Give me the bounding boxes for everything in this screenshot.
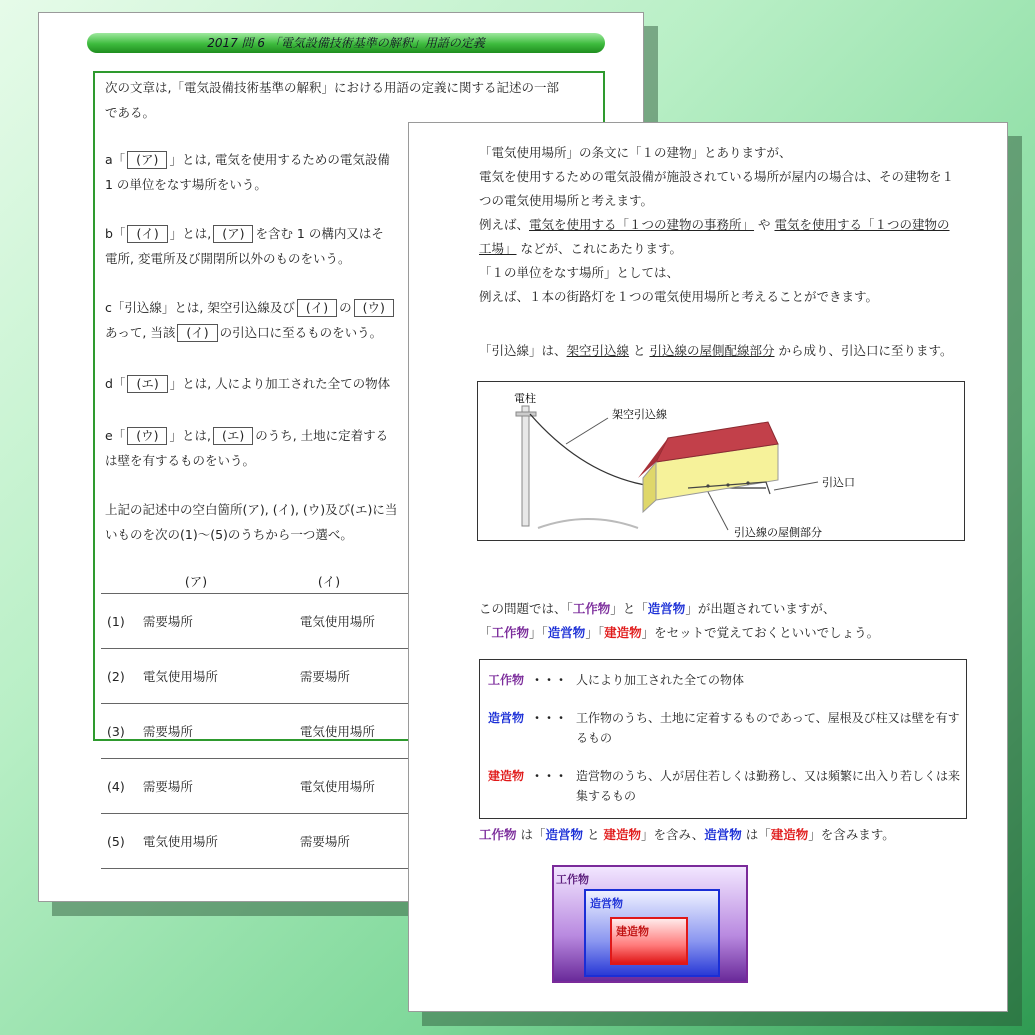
header-a: (ア)	[184, 574, 208, 589]
explain-line-3: つの電気使用場所と考えます。	[479, 193, 654, 208]
definition-list	[479, 659, 967, 819]
blank-d-ref: (エ)	[213, 427, 253, 445]
utility-pole	[522, 406, 529, 526]
header-b: (イ)	[317, 574, 341, 589]
nest-middle-label: 造営物	[590, 897, 623, 910]
table-row[interactable]: (3) 需要場所 電気使用場所	[101, 704, 461, 759]
item-e-line-1: e「 (ウ) 」とは, (エ) のうち, 土地に定着する	[105, 428, 389, 443]
instruction-line-1: 上記の記述中の空白箇所(ア), (イ), (ウ)及び(エ)に当	[105, 502, 398, 517]
item-a-line-2: 1 の単位をなす場所をいう。	[105, 177, 267, 192]
service-line-text: 「引込線」は、架空引込線 と 引込線の屋側配線部分 から成り、引込口に至ります。	[479, 343, 953, 358]
definition-row: 建造物 ・・・ 造営物のうち、人が居住若しくは勤務し、又は頻繁に出入り若しくは来集するもの	[488, 769, 961, 803]
table-row[interactable]: (2) 電気使用場所 需要場所	[101, 649, 461, 704]
blank-c: (ウ)	[127, 427, 167, 445]
summary-intro-2: 「工作物」「造営物」「建造物」をセットで覚えておくといいでしょう。	[479, 625, 880, 640]
item-e-line-2: は壁を有するものをいう。	[105, 453, 256, 468]
table-row[interactable]: (5) 電気使用場所 需要場所	[101, 814, 461, 869]
item-d-line-1: d「 (エ) 」とは, 人により加工された全ての物体	[105, 376, 391, 391]
inclusion-sentence: 工作物 は「造営物 と 建造物」を含み、造営物 は「建造物」を含みます。	[479, 827, 895, 842]
label-pole: 電柱	[514, 392, 536, 405]
item-c-line-1: c「引込線」とは, 架空引込線及び (イ) の (ウ)	[105, 295, 396, 320]
explain-line-2: 電気を使用するための電気設備が施設されている場所が屋内の場合は、その建物を１	[479, 169, 955, 184]
blank-a: (ア)	[127, 151, 167, 169]
label-entrance: 引込口	[822, 476, 855, 489]
table-row[interactable]: (1) 需要場所 電気使用場所	[101, 594, 461, 649]
service-line-diagram	[477, 381, 965, 541]
label-side: 引込線の屋側部分	[734, 526, 822, 539]
answer-table	[101, 569, 461, 869]
table-row[interactable]: (4) 需要場所 電気使用場所	[101, 759, 461, 814]
blank-c-ref: (ウ)	[354, 299, 394, 317]
item-b-line-1: b「 (イ) 」とは, (ア) を含む 1 の構内又はそ	[105, 226, 384, 241]
explain-line-1: 「電気使用場所」の条文に「１の建物」とありますが、	[479, 145, 792, 160]
intro-line-1: 次の文章は,「電気設備技術基準の解釈」における用語の定義に関する記述の一部	[105, 80, 559, 95]
nest-outer-label: 工作物	[556, 873, 589, 886]
summary-intro-1: この問題では、「工作物」と「造営物」が出題されていますが、	[479, 601, 836, 616]
nest-middle-box	[584, 889, 720, 977]
explain-line-5: 工場」 などが、これにあたります。	[479, 241, 682, 256]
blank-b: (イ)	[127, 225, 167, 243]
label-overhead: 架空引込線	[612, 408, 667, 421]
nest-inner-label: 建造物	[616, 925, 649, 938]
explanation-page	[408, 122, 1008, 1012]
blank-d: (エ)	[127, 375, 167, 393]
question-title-bar: 2017 問 6 「電気設備技術基準の解釈」用語の定義	[87, 33, 605, 53]
explain-line-7: 例えば、１本の街路灯を１つの電気使用場所と考えることができます。	[479, 289, 879, 304]
explain-line-4: 例えば、電気を使用する「１つの建物の事務所」 や 電気を使用する「１つの建物の	[479, 217, 950, 232]
instruction-line-2: いものを次の(1)〜(5)のうちから一つ選べ。	[105, 527, 353, 542]
intro-line-2: である。	[105, 105, 156, 120]
diagram-svg	[478, 382, 964, 540]
definition-row: 造営物 ・・・ 工作物のうち、土地に定着するものであって、屋根及び柱又は壁を有するもの	[488, 711, 960, 745]
explain-line-6: 「１の単位をなす場所」としては、	[479, 265, 680, 280]
definition-row: 工作物 ・・・ 人により加工された全ての物体	[488, 673, 745, 687]
item-c-line-2: あって, 当該 (イ) の引込口に至るものをいう。	[105, 325, 383, 340]
blank-b-ref-2: (イ)	[177, 324, 217, 342]
item-b-line-2: 電所, 変電所及び開閉所以外のものをいう。	[105, 251, 351, 266]
blank-a-ref: (ア)	[213, 225, 253, 243]
nest-inner-box	[610, 917, 688, 965]
blank-b-ref: (イ)	[297, 299, 337, 317]
nest-outer-box	[552, 865, 748, 983]
item-a-line-1: a「 (ア) 」とは, 電気を使用するための電気設備	[105, 152, 390, 167]
